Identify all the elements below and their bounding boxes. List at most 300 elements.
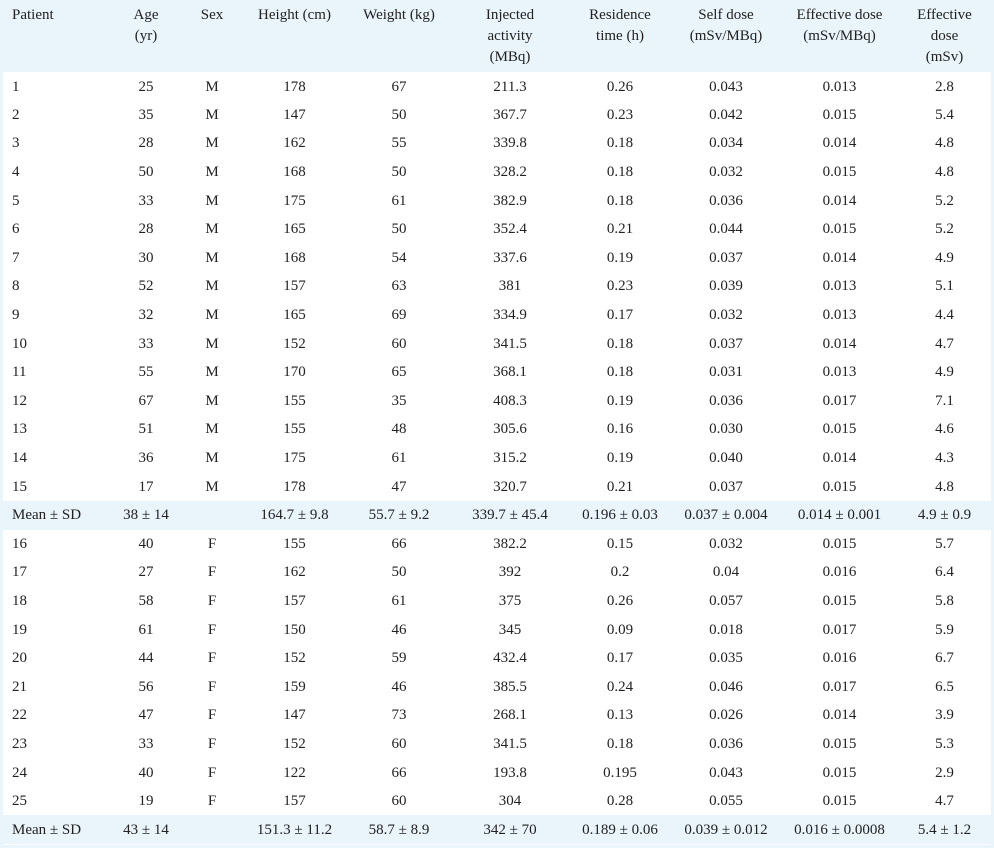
table-cell: 69 — [391, 307, 407, 324]
table-cell: 164.7 ± 9.8 — [260, 507, 329, 524]
table-cell: 33 — [138, 735, 154, 752]
table-cell: 0.016 — [822, 564, 857, 581]
table-row — [3, 530, 991, 559]
table-cell: M — [205, 478, 219, 495]
table-cell: 0.015 — [822, 421, 857, 438]
table-cell: 178 — [283, 79, 306, 96]
table-cell: 342 ± 70 — [483, 821, 537, 838]
table-cell: 18 — [12, 592, 27, 609]
table-cell: 168 — [283, 249, 306, 266]
table-cell: M — [205, 392, 219, 409]
table-cell: 5.3 — [935, 735, 954, 752]
column-header-line: Injected — [485, 7, 535, 23]
table-cell: 0.039 ± 0.012 — [684, 821, 768, 838]
table-cell: 50 — [391, 564, 407, 581]
table-cell: 4.9 ± 0.9 — [917, 507, 972, 524]
table-cell: 55 — [138, 364, 154, 381]
table-cell: F — [207, 764, 217, 781]
table-cell: 0.014 — [822, 707, 857, 724]
table-cell: M — [205, 106, 219, 123]
table-cell: 27 — [138, 564, 154, 581]
table-cell: 0.19 — [606, 392, 634, 409]
table-cell: 157 — [283, 793, 306, 810]
table-cell: 147 — [283, 106, 306, 123]
table-cell: 0.18 — [606, 335, 634, 352]
table-cell: 211.3 — [493, 79, 527, 96]
table-cell: F — [207, 621, 217, 638]
table-cell: 367.7 — [493, 106, 527, 123]
table-cell: 25 — [138, 79, 154, 96]
table-cell: 0.015 — [822, 793, 857, 810]
table-cell: 17 — [12, 564, 27, 581]
column-header-line: Height (cm) — [258, 7, 331, 23]
table-cell: 61 — [391, 450, 407, 467]
table-row — [3, 730, 991, 759]
table-cell: 4.3 — [935, 450, 954, 467]
column-header — [182, 0, 242, 72]
table-cell: 50 — [138, 164, 154, 181]
table-cell: 0.26 — [606, 79, 634, 96]
table-cell: 0.040 — [709, 450, 743, 467]
table-cell: 14 — [12, 450, 27, 467]
table-cell: 58 — [138, 592, 154, 609]
table-cell: 6.4 — [935, 564, 954, 581]
column-header-line: Residence — [589, 7, 651, 23]
table-cell: 0.014 — [822, 135, 857, 152]
table-cell: 408.3 — [493, 392, 527, 409]
table-cell: 4.8 — [935, 135, 954, 152]
table-cell: 54 — [391, 249, 407, 266]
table-cell: 0.037 ± 0.004 — [684, 507, 768, 524]
mean-sd-row — [3, 501, 991, 530]
table-cell: 0.04 — [712, 564, 740, 581]
table-cell: 0.013 — [822, 79, 857, 96]
table-cell: 0.17 — [606, 650, 634, 667]
table-cell: 162 — [283, 564, 306, 581]
table-cell: 1 — [12, 79, 20, 96]
table-cell: 5.4 ± 1.2 — [917, 821, 972, 838]
table-cell: 7.1 — [935, 392, 954, 409]
table-cell: 0.013 — [822, 278, 857, 295]
table-cell: 40 — [138, 535, 154, 552]
column-header-line: Self dose — [698, 7, 754, 23]
table-row — [3, 644, 991, 673]
table-cell: 0.013 — [822, 307, 857, 324]
table-cell: 0.18 — [606, 135, 634, 152]
table-row — [3, 758, 991, 787]
table-cell: 6.5 — [935, 678, 954, 695]
table-cell: 0.015 — [822, 164, 857, 181]
table-cell: 320.7 — [493, 478, 527, 495]
column-header — [347, 0, 451, 72]
table-cell: 0.039 — [709, 278, 743, 295]
table-cell: 35 — [138, 106, 154, 123]
table-cell: 0.21 — [606, 221, 634, 238]
table-cell: 30 — [138, 249, 154, 266]
table-cell: 0.017 — [822, 392, 857, 409]
table-cell: 4.8 — [935, 478, 954, 495]
table-cell: 2.9 — [935, 764, 954, 781]
table-cell: M — [205, 249, 219, 266]
table-cell: 0.23 — [606, 106, 634, 123]
table-cell: 22 — [12, 707, 27, 724]
table-cell: 50 — [391, 164, 407, 181]
table-cell: 63 — [391, 278, 407, 295]
table-cell — [182, 501, 242, 530]
column-header — [110, 0, 182, 72]
table-cell: 19 — [138, 793, 154, 810]
table-cell: 55.7 ± 9.2 — [368, 507, 430, 524]
column-header-line: (yr) — [134, 28, 158, 44]
table-cell: 168 — [283, 164, 306, 181]
table-cell: 40 — [138, 764, 154, 781]
table-cell: 6 — [12, 221, 20, 238]
table-cell: 0.044 — [709, 221, 743, 238]
column-header-line: Weight (kg) — [363, 7, 435, 23]
table-cell: 0.031 — [709, 364, 743, 381]
table-cell: 50 — [391, 106, 407, 123]
table-cell: 0.18 — [606, 364, 634, 381]
table-cell: 20 — [12, 650, 27, 667]
table-cell: 50 — [391, 221, 407, 238]
table-cell: 165 — [283, 307, 306, 324]
table-cell: 175 — [283, 192, 306, 209]
table-cell: 122 — [283, 764, 306, 781]
table-cell: 328.2 — [493, 164, 527, 181]
table-cell: 0.19 — [606, 450, 634, 467]
table-cell: 66 — [391, 764, 407, 781]
table-cell: 65 — [391, 364, 407, 381]
column-header — [451, 0, 569, 72]
table-cell: M — [205, 421, 219, 438]
table-cell: F — [207, 650, 217, 667]
table-cell: 19 — [12, 621, 27, 638]
table-cell: 46 — [391, 678, 407, 695]
table-cell: M — [205, 164, 219, 181]
column-header — [3, 0, 110, 72]
table-row — [3, 329, 991, 358]
table-cell: 25 — [12, 793, 27, 810]
table-cell: 345 — [498, 621, 522, 638]
table-cell: 0.016 — [822, 650, 857, 667]
table-cell: 61 — [391, 192, 407, 209]
table-cell: 0.28 — [606, 793, 634, 810]
table-cell: 28 — [138, 221, 154, 238]
table-cell: 170 — [283, 364, 306, 381]
table-cell: 60 — [391, 793, 407, 810]
column-header-line: Sex — [200, 7, 224, 23]
table-cell: 12 — [12, 392, 27, 409]
table-row — [3, 472, 991, 501]
table-cell: 375 — [498, 592, 522, 609]
table-cell: 0.035 — [709, 650, 743, 667]
table-cell: 67 — [391, 79, 407, 96]
table-cell: 5.9 — [935, 621, 954, 638]
table-cell: M — [205, 135, 219, 152]
table-row — [3, 186, 991, 215]
table-cell: 0.036 — [709, 392, 743, 409]
table-cell: 4.6 — [935, 421, 954, 438]
table-cell: 5.7 — [935, 535, 954, 552]
table-cell: 59 — [391, 650, 407, 667]
column-header-line: Effective dose — [796, 7, 883, 23]
table-cell: 4.8 — [935, 164, 954, 181]
table-cell: 2.8 — [935, 79, 954, 96]
table-cell: 0.17 — [606, 307, 634, 324]
table-row — [3, 444, 991, 473]
table-cell: 337.6 — [493, 249, 527, 266]
table-cell: 0.016 ± 0.0008 — [794, 821, 885, 838]
table-cell: 0.032 — [709, 164, 743, 181]
table-cell: 268.1 — [493, 707, 527, 724]
table-cell: 0.055 — [709, 793, 743, 810]
table-cell: 0.037 — [709, 478, 743, 495]
table-cell: 32 — [138, 307, 154, 324]
column-header-line: Effective — [917, 7, 972, 23]
table-row — [3, 158, 991, 187]
column-header — [671, 0, 781, 72]
table-row — [3, 101, 991, 130]
table-cell: 0.015 — [822, 478, 857, 495]
table-cell: 341.5 — [493, 735, 527, 752]
column-header — [242, 0, 347, 72]
table-cell: 23 — [12, 735, 27, 752]
table-cell: 6.7 — [935, 650, 954, 667]
patient-dosimetry-table — [3, 0, 991, 844]
table-cell: 4.4 — [935, 307, 954, 324]
table-cell: 2 — [12, 106, 20, 123]
table-cell: 33 — [138, 335, 154, 352]
table-cell: 4.7 — [935, 793, 954, 810]
table-cell: 159 — [283, 678, 306, 695]
table-cell: 0.014 — [822, 249, 857, 266]
table-cell: 46 — [391, 621, 407, 638]
table-cell: 13 — [12, 421, 27, 438]
table-cell: 175 — [283, 450, 306, 467]
table-cell: 0.2 — [610, 564, 630, 581]
table-row — [3, 415, 991, 444]
table-cell: F — [207, 564, 217, 581]
table-cell: 0.014 — [822, 192, 857, 209]
table-cell: 382.9 — [493, 192, 527, 209]
table-cell: 341.5 — [493, 335, 527, 352]
table-cell: 315.2 — [493, 450, 527, 467]
column-header-line: (mSv) — [925, 49, 964, 65]
column-header-line: activity — [487, 28, 533, 44]
table-cell: 0.026 — [709, 707, 743, 724]
table-cell: 0.195 — [603, 764, 637, 781]
table-row — [3, 672, 991, 701]
table-cell: 28 — [138, 135, 154, 152]
table-cell: 0.037 — [709, 249, 743, 266]
table-cell: 5.2 — [935, 221, 954, 238]
table-cell: M — [205, 278, 219, 295]
table-cell: 0.032 — [709, 535, 743, 552]
table-cell: M — [205, 450, 219, 467]
table-cell: 432.4 — [493, 650, 527, 667]
table-cell: 5.8 — [935, 592, 954, 609]
table-cell: 4.9 — [935, 364, 954, 381]
table-row — [3, 387, 991, 416]
table-cell: 152 — [283, 335, 306, 352]
table-cell: 0.018 — [709, 621, 743, 638]
table-cell: M — [205, 335, 219, 352]
table-cell: Mean ± SD — [12, 507, 82, 524]
table-cell: 51 — [138, 421, 154, 438]
table-cell: 0.014 — [822, 450, 857, 467]
column-header — [569, 0, 671, 72]
table-cell: F — [207, 535, 217, 552]
table-cell: 147 — [283, 707, 306, 724]
table-cell: 0.030 — [709, 421, 743, 438]
table-cell: 0.014 — [822, 335, 857, 352]
table-cell: 0.19 — [606, 249, 634, 266]
table-cell: 58.7 ± 8.9 — [368, 821, 430, 838]
table-cell: 60 — [391, 335, 407, 352]
table-cell: M — [205, 221, 219, 238]
table-cell: 0.017 — [822, 678, 857, 695]
table-cell: 0.043 — [709, 79, 743, 96]
table-cell: 0.16 — [606, 421, 634, 438]
table-cell: 157 — [283, 592, 306, 609]
table-cell: 339.7 ± 45.4 — [472, 507, 548, 524]
table-cell: F — [207, 678, 217, 695]
table-cell: 155 — [283, 535, 306, 552]
table-cell: 0.015 — [822, 106, 857, 123]
table-cell: F — [207, 793, 217, 810]
table-cell: 352.4 — [493, 221, 527, 238]
column-header-line: Patient — [12, 7, 54, 23]
table-cell: 21 — [12, 678, 27, 695]
table-cell: F — [207, 707, 217, 724]
mean-sd-row — [3, 815, 991, 844]
table-cell: 0.21 — [606, 478, 634, 495]
column-header-line: time (h) — [596, 28, 644, 44]
table-cell: 334.9 — [493, 307, 527, 324]
column-header — [781, 0, 898, 72]
table-cell: 44 — [138, 650, 154, 667]
table-cell: 9 — [12, 307, 20, 324]
table-cell: 48 — [391, 421, 407, 438]
table-cell: 368.1 — [493, 364, 527, 381]
table-cell: 0.015 — [822, 221, 857, 238]
table-cell: 56 — [138, 678, 154, 695]
table-cell: 385.5 — [493, 678, 527, 695]
table-cell: 16 — [12, 535, 27, 552]
table-row — [3, 558, 991, 587]
table-cell: 11 — [12, 364, 27, 381]
table-cell: 0.034 — [709, 135, 743, 152]
table-cell: 5 — [12, 192, 20, 209]
table-cell: F — [207, 735, 217, 752]
table-cell: 0.015 — [822, 764, 857, 781]
table-cell: 0.017 — [822, 621, 857, 638]
table-cell: 61 — [138, 621, 154, 638]
table-cell: 0.042 — [709, 106, 743, 123]
table-cell: 0.15 — [606, 535, 634, 552]
table-cell: 152 — [283, 650, 306, 667]
table-cell: 10 — [12, 335, 27, 352]
column-header — [898, 0, 991, 72]
table-cell: M — [205, 79, 219, 96]
table-cell: 165 — [283, 221, 306, 238]
table-cell: 7 — [12, 249, 20, 266]
table-cell: 47 — [138, 707, 154, 724]
table-cell: M — [205, 307, 219, 324]
table-cell: 17 — [138, 478, 154, 495]
table-row — [3, 72, 991, 101]
table-row — [3, 615, 991, 644]
table-cell: 55 — [391, 135, 407, 152]
table-cell: M — [205, 364, 219, 381]
column-header-line: (mSv/MBq) — [803, 28, 876, 44]
table-cell: 4 — [12, 164, 20, 181]
table-cell: 392 — [498, 564, 522, 581]
table-cell: 0.09 — [606, 621, 634, 638]
table-row — [3, 301, 991, 330]
table-cell: 0.26 — [606, 592, 634, 609]
table-row — [3, 701, 991, 730]
table-row — [3, 787, 991, 816]
column-header-line: dose — [930, 28, 959, 44]
table-cell: 0.015 — [822, 535, 857, 552]
table-cell: 35 — [391, 392, 407, 409]
table-cell: 8 — [12, 278, 20, 295]
table-row — [3, 358, 991, 387]
table-cell: 4.9 — [935, 249, 954, 266]
column-header-line: Age — [133, 7, 159, 23]
table-cell: 339.8 — [493, 135, 527, 152]
table-cell: 0.036 — [709, 735, 743, 752]
table-row — [3, 587, 991, 616]
table-cell: 0.046 — [709, 678, 743, 695]
table-cell: 151.3 ± 11.2 — [256, 821, 333, 838]
table-cell: 15 — [12, 478, 27, 495]
table-cell: 162 — [283, 135, 306, 152]
table-cell: 0.037 — [709, 335, 743, 352]
table-cell: 43 ± 14 — [123, 821, 169, 838]
table-cell: 155 — [283, 392, 306, 409]
column-header-line: (mSv/MBq) — [689, 28, 763, 44]
table-cell: 47 — [391, 478, 407, 495]
table-cell: 4.7 — [935, 335, 954, 352]
table-cell: 52 — [138, 278, 154, 295]
table-cell: 0.13 — [606, 707, 634, 724]
table-cell: 382.2 — [493, 535, 527, 552]
table-cell: 304 — [498, 793, 522, 810]
table-cell: 0.036 — [709, 192, 743, 209]
table-cell: 5.2 — [935, 192, 954, 209]
table-cell: Mean ± SD — [12, 821, 82, 838]
table-cell: 5.1 — [935, 278, 954, 295]
table-cell: 0.23 — [606, 278, 634, 295]
table-row — [3, 272, 991, 301]
table-cell: 33 — [138, 192, 154, 209]
table-cell: 60 — [391, 735, 407, 752]
table-cell: 3 — [12, 135, 20, 152]
table-cell: 0.015 — [822, 735, 857, 752]
table-cell: M — [205, 192, 219, 209]
table-cell: 381 — [498, 278, 522, 295]
table-cell: 67 — [138, 392, 154, 409]
table-cell: 0.013 — [822, 364, 857, 381]
table-cell: 150 — [283, 621, 306, 638]
table-cell: 0.18 — [606, 192, 634, 209]
table-row — [3, 129, 991, 158]
table-cell: 305.6 — [493, 421, 527, 438]
table-cell: 3.9 — [935, 707, 954, 724]
table-cell: 157 — [283, 278, 306, 295]
